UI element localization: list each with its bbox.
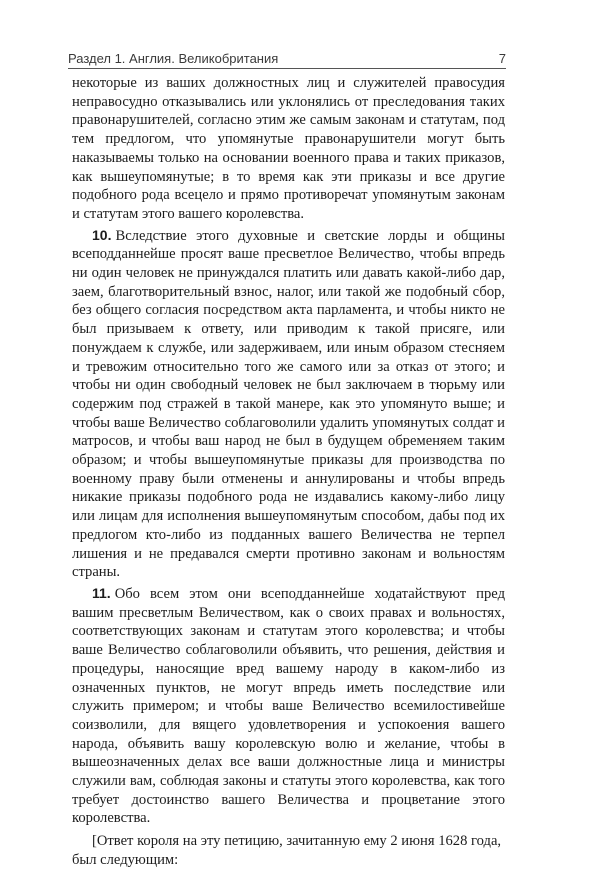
article-10-number: 10. xyxy=(92,226,112,243)
article-10-text: Вследствие этого духовные и светские лорды и общины всеподданнейше просят ваше пресветлое Величество, чтобы впредь ни один человек не принуждался платить или давать какой-либо дар, заем, благотворительный взнос, налог, или такой же подобный сбор, без общего согласия посредством акта парламента, и чтобы никто не был призываем к ответу, или приводим к такой присяге, или понуждаем к службе, или задерживаем, или иным образом стесняем и тревожим относительно того же самого или за отказ от этого; и чтобы ни один свободный человек не был заключаем в тюрьму или содержим под стражей в такой манере, как это упомянуто выше; и чтобы ваше Величество соблаговолили удалить упомянутых солдат и матросов, и чтобы ваш народ не был в будущем обременяем таким образом; и чтобы вышеупомянутые приказы для производства по военному праву были отменены и аннулированы и чтобы впредь никакие приказы подобного рода не издавались какому-либо лицу или лицам для исполнения вышеупомянутым способом, дабы под их предлогом кто-либо из подданных вашего Величества не терпел лишения и не предавался смерти противно законам и вольностям страны. xyxy=(72,227,505,581)
article-10-paragraph xyxy=(72,226,505,582)
page-number: 7 xyxy=(498,51,506,66)
running-header xyxy=(68,44,506,66)
article-11-paragraph xyxy=(72,584,505,828)
article-11-text: Обо всем этом они всеподданнейше ходатайствуют пред вашим пресветлым Величеством, как о своих правах и вольностях, соответствующих законам и статутам этого королевства; и чтобы ваше Величество соблаговолили объявить, что решения, действия и процедуры, наносящие вред вашему народу в каком-либо из означенных пунктов, не могут впредь иметь последствие или служить примером; и чтобы ваше Величество всемилостивейше соизволили, для вящего удовлетворения и успокоения вашего народа, объявить вашу королевскую волю и желание, чтобы в вышеозначенных делах все ваши должностные лица и министры служили вам, соблюдая законы и статуты этого королевства, как того требует достоинство вашего Величества и процветание этого королевства. xyxy=(72,585,505,827)
main-text xyxy=(72,74,505,870)
header-divider xyxy=(68,68,506,69)
continued-paragraph: некоторые из ваших должностных лиц и служителей правосудия неправосудно отказывались или уклонялись от преследования таких правонарушителей, согласно этим же самым законам и статутам, под тем предлогом, что упомянутые правонарушители могут быть наказываемы только на основании военного права и таких приказов, как вышеупомянутые; в то время как эти приказы и все другие подобного рода всецело и прямо противоречат упомянутым законам и статутам этого вашего королевства. xyxy=(72,75,505,222)
section-title: Раздел 1. Англия. Великобритания xyxy=(68,51,279,66)
king-answer-intro: [Ответ короля на эту петицию, зачитанную ему 2 июня 1628 года, был следующим: xyxy=(72,833,502,868)
article-11-number: 11. xyxy=(92,584,111,601)
